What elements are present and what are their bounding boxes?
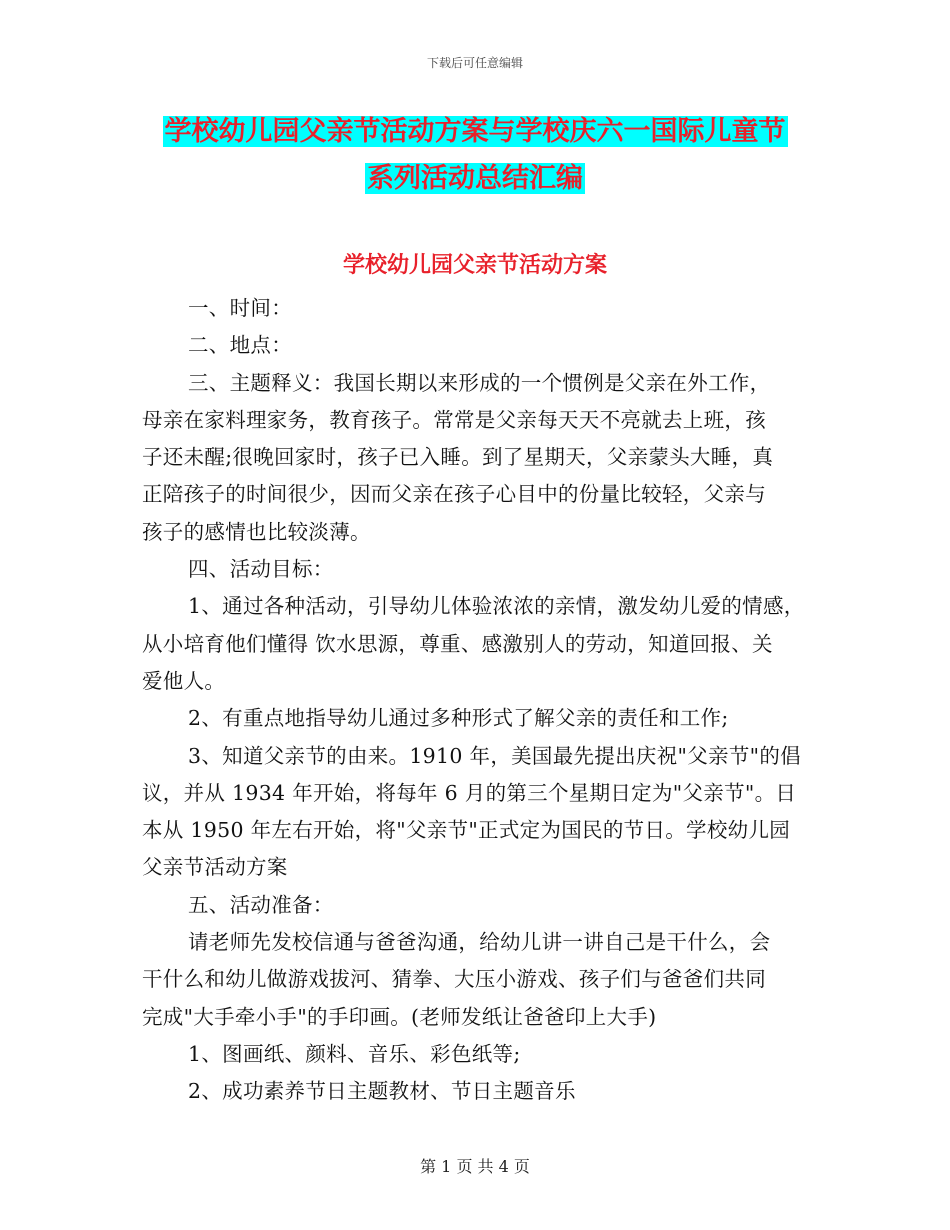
header-note: 下载后可任意编辑: [426, 56, 523, 70]
body-line: 一、时间：: [188, 296, 292, 320]
body-line: 1、通过各种活动，引导幼儿体验浓浓的亲情，激发幼儿爱的情感，: [188, 594, 805, 619]
body-line: 本从 1950 年左右开始，将"父亲节"正式定为国民的节日。学校幼儿园: [142, 818, 791, 843]
body-line: 子还未醒;很晚回家时，孩子已入睡。到了星期天，父亲蒙头大睡，真: [142, 445, 774, 470]
body-text: [142, 290, 814, 1111]
body-line: 从小培育他们懂得 饮水思源，尊重、感激别人的劳动，知道回报、关: [142, 631, 773, 656]
body-line: 三、主题释义：我国长期以来形成的一个惯例是父亲在外工作，: [188, 370, 771, 395]
title-line-2: 系列活动总结汇编: [367, 163, 583, 194]
section-title: 学校幼儿园父亲节活动方案: [342, 252, 607, 278]
body-line: 爱他人。: [142, 668, 226, 693]
document-title: [0, 108, 950, 202]
body-line: 母亲在家料理家务，教育孩子。常常是父亲每天天不亮就去上班，孩: [142, 407, 766, 432]
body-line: 2、有重点地指导幼儿通过多种形式了解父亲的责任和工作;: [188, 706, 729, 731]
page-footer: 第 1 页 共 4 页: [420, 1157, 530, 1176]
body-line: 完成"大手牵小手"的手印画。(老师发纸让爸爸印上大手): [142, 1004, 657, 1029]
body-line: 议，并从 1934 年开始，将每年 6 月的第三个星期日定为"父亲节"。日: [142, 780, 797, 805]
body-line: 正陪孩子的时间很少，因而父亲在孩子心目中的份量比较轻，父亲与: [142, 482, 766, 507]
body-line: 父亲节活动方案: [142, 855, 288, 880]
body-line: 请老师先发校信通与爸爸沟通，给幼儿讲一讲自己是干什么，会: [188, 930, 771, 955]
body-line: 孩子的感情也比较淡薄。: [142, 519, 371, 544]
body-line: 干什么和幼儿做游戏拔河、猜拳、大压小游戏、孩子们与爸爸们共同: [142, 967, 766, 992]
body-line: 五、活动准备：: [188, 892, 334, 917]
body-line: 2、成功素养节日主题教材、节日主题音乐: [188, 1079, 576, 1104]
body-line: 四、活动目标：: [188, 557, 334, 582]
body-line: 二、地点：: [188, 333, 292, 358]
title-line-1: 学校幼儿园父亲节活动方案与学校庆六一国际儿童节: [164, 116, 786, 147]
body-line: 3、知道父亲节的由来。1910 年，美国最先提出庆祝"父亲节"的倡: [188, 743, 801, 768]
body-line: 1、图画纸、颜料、音乐、彩色纸等;: [188, 1041, 521, 1066]
